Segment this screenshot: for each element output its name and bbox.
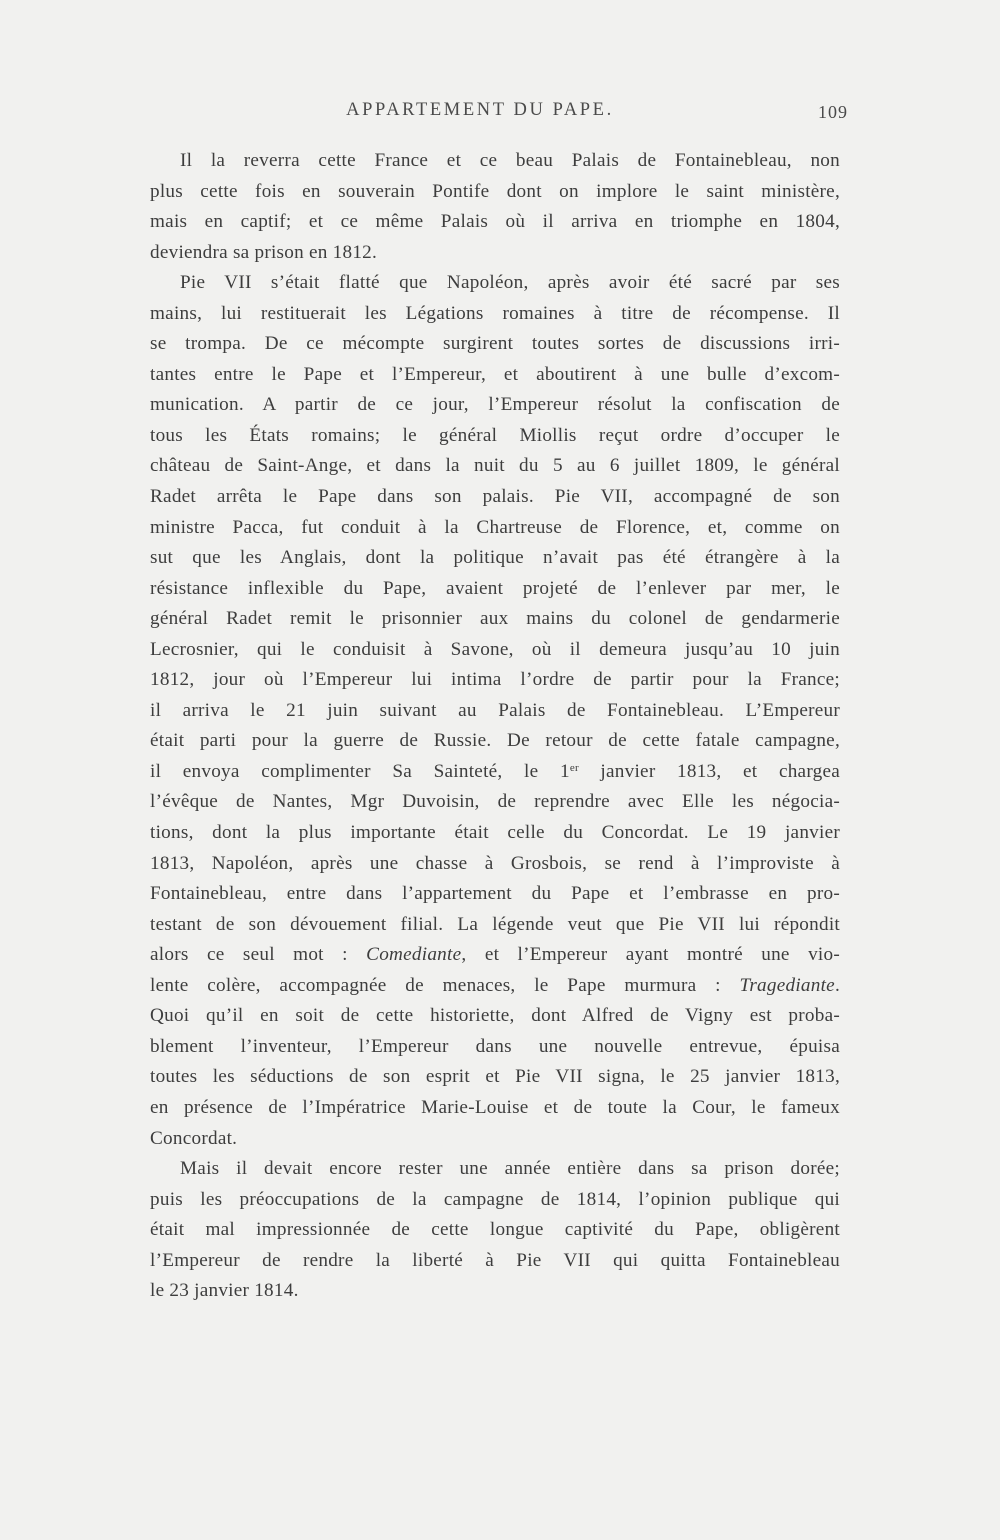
text-line: il arriva le 21 juin suivant au Palais de Fontainebleau. L’Empereur: [150, 699, 840, 721]
text-line: deviendra sa prison en 1812.: [150, 241, 378, 263]
text-line: se trompa. De ce mécompte surgirent toutes sortes de discussions irri-: [150, 333, 840, 355]
text-line: mains, lui restituerait les Légations romaines à titre de récompense. Il: [150, 302, 840, 324]
text-line: Lecrosnier, qui le conduisit à Savone, où il demeura jusqu’au 10 juin: [150, 638, 840, 660]
text-line: Quoi qu’il en soit de cette historiette, dont Alfred de Vigny est proba-: [150, 1005, 840, 1027]
text-line: tions, dont la plus importante était celle du Concordat. Le 19 janvier: [150, 822, 840, 844]
text-segment: alors ce seul mot :: [150, 944, 367, 966]
text-line: Fontainebleau, entre dans l’appartement du Pape et l’embrasse en pro-: [150, 883, 840, 905]
text-line: [150, 757, 840, 788]
text-line: résistance inflexible du Pape, avaient projeté de l’enlever par mer, le: [150, 577, 840, 599]
text-line: l’Empereur de rendre la liberté à Pie VII qui quitta Fontainebleau: [150, 1249, 840, 1271]
body-text: [150, 146, 840, 1307]
text-line: Pie VII s’était flatté que Napoléon, après avoir été sacré par ses: [180, 272, 840, 294]
text-line: l’évêque de Nantes, Mgr Duvoisin, de reprendre avec Elle les négocia-: [150, 791, 840, 813]
text-line: tantes entre le Pape et l’Empereur, et aboutirent à une bulle d’excom-: [150, 363, 840, 385]
running-title: APPARTEMENT DU PAPE.: [346, 100, 614, 120]
italic-word: Comediante: [366, 944, 462, 966]
text-line: le 23 janvier 1814.: [150, 1280, 299, 1302]
text-line: testant de son dévouement filial. La légende veut que Pie VII lui répondit: [150, 913, 840, 935]
text-line: Radet arrêta le Pape dans son palais. Pie VII, accompagné de son: [150, 486, 840, 508]
text-segment: lente colère, accompagnée de menaces, le Pape murmura :: [150, 974, 740, 996]
text-segment: janvier 1813, et chargea: [578, 760, 840, 782]
text-line: 1812, jour où l’Empereur lui intima l’ordre de partir pour la France;: [150, 669, 840, 691]
text-line: plus cette fois en souverain Pontife dont on implore le saint ministère,: [150, 180, 840, 202]
text-line: ministre Pacca, fut conduit à la Chartreuse de Florence, et, comme on: [150, 516, 840, 538]
text-line: 1813, Napoléon, après une chasse à Grosbois, se rend à l’improviste à: [150, 852, 840, 874]
text-line: [150, 940, 840, 971]
text-line: était parti pour la guerre de Russie. De retour de cette fatale campagne,: [150, 730, 840, 752]
italic-word: Tragediante: [739, 974, 835, 996]
text-line: général Radet remit le prisonnier aux mains du colonel de gendarmerie: [150, 608, 840, 630]
text-line: tous les États romains; le général Miollis reçut ordre d’occuper le: [150, 424, 840, 446]
text-line: blement l’inventeur, l’Empereur dans une nouvelle entrevue, épuisa: [150, 1035, 840, 1057]
text-line: était mal impressionnée de cette longue captivité du Pape, obligèrent: [150, 1219, 840, 1241]
text-segment: , et l’Empereur ayant montré une vio-: [461, 944, 840, 966]
running-head: [150, 100, 850, 130]
text-line: en présence de l’Impératrice Marie-Louise et de toute la Cour, le fameux: [150, 1096, 840, 1118]
text-line: [150, 971, 840, 1002]
superscript: er: [569, 761, 579, 774]
text-segment: .: [834, 974, 840, 996]
text-line: munication. A partir de ce jour, l’Empereur résolut la confiscation de: [150, 394, 840, 416]
text-line: Il la reverra cette France et ce beau Palais de Fontainebleau, non: [180, 150, 840, 171]
text-line: Concordat.: [150, 1127, 238, 1149]
text-line: mais en captif; et ce même Palais où il arriva en triomphe en 1804,: [150, 211, 840, 233]
text-line: Mais il devait encore rester une année entière dans sa prison dorée;: [180, 1158, 840, 1180]
text-line: puis les préoccupations de la campagne de 1814, l’opinion publique qui: [150, 1188, 840, 1210]
text-segment: il envoya complimenter Sa Sainteté, le 1: [150, 760, 570, 782]
text-line: sut que les Anglais, dont la politique n’avait pas été étrangère à la: [150, 547, 840, 569]
text-line: château de Saint-Ange, et dans la nuit du 5 au 6 juillet 1809, le général: [150, 455, 840, 477]
page-number: 109: [818, 102, 848, 122]
text-line: toutes les séductions de son esprit et Pie VII signa, le 25 janvier 1813,: [150, 1066, 840, 1088]
